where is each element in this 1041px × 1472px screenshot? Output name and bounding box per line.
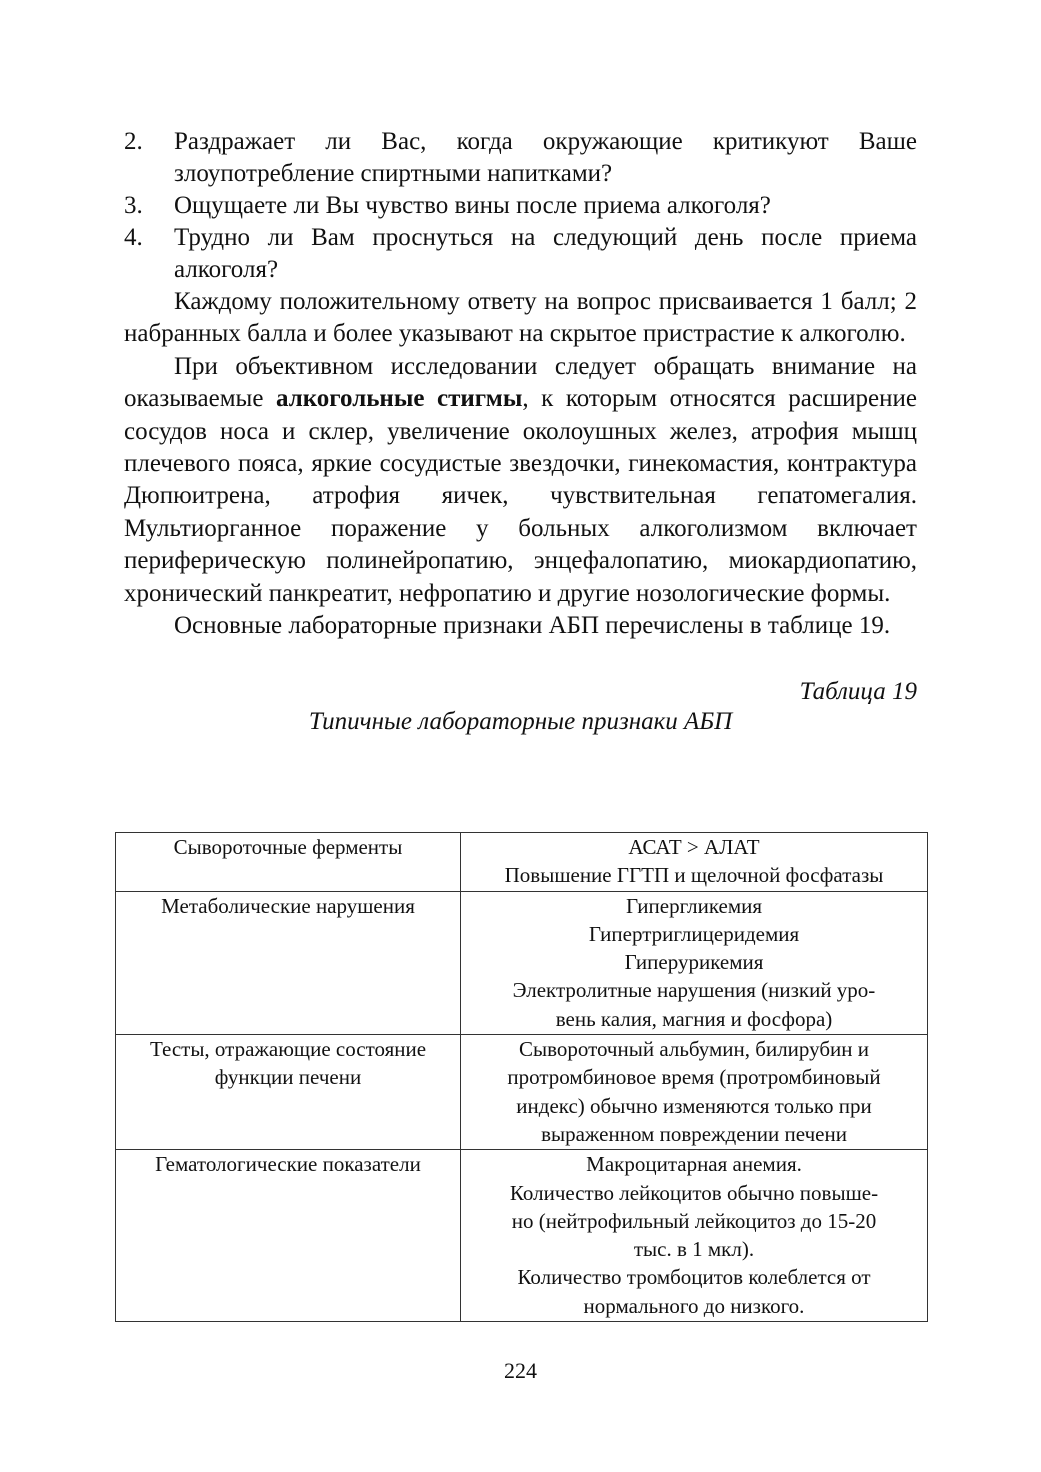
table-cell-category: Сывороточные ферменты xyxy=(116,833,461,892)
lab-signs-table-body xyxy=(116,833,928,1322)
table-cell-line: Электролитные нарушения (низкий уро- xyxy=(512,978,876,1003)
table-row xyxy=(116,833,928,892)
table-cell-findings xyxy=(461,891,928,1034)
list-item xyxy=(124,222,917,286)
question-list xyxy=(124,126,917,286)
table-cell-line: Гипертриглицеридемия xyxy=(588,921,800,946)
list-item-text: Ощущаете ли Вы чувство вины после приема алкоголя? xyxy=(174,192,771,219)
table-cell-line: Количество лейкоцитов обычно повыше- xyxy=(509,1180,879,1205)
list-item-number: 4. xyxy=(124,224,143,251)
list-item-text: Раздражает ли Вас, когда окружающие критикуют Ваше злоупотребление спиртными напитками? xyxy=(174,128,917,187)
table-cell-line: но (нейтрофильный лейкоцитоз до 15-20 xyxy=(511,1208,877,1233)
paragraph-stigmata-start: При объективном исследовании следует обращать внимание на оказываемые xyxy=(124,352,917,413)
table-cell-line: Гиперурикемия xyxy=(624,950,764,975)
lab-signs-table xyxy=(115,832,928,1322)
table-cell-line: Количество тромбоцитов колеблется от xyxy=(517,1265,871,1290)
table-row xyxy=(116,891,928,1034)
list-item xyxy=(124,190,917,222)
table-cell-line: тыс. в 1 мкл). xyxy=(633,1237,755,1262)
list-item-number: 3. xyxy=(124,192,143,219)
list-item-number: 2. xyxy=(124,128,143,155)
table-cell-category: Гематологические показатели xyxy=(116,1150,461,1322)
paragraph-scoring: Каждому положительному ответу на вопрос присваивается 1 балл; 2 набранных балла и более указывают на скрытое пристрастие к алкоголю. xyxy=(124,288,917,348)
table-number: Таблица 19 xyxy=(799,678,917,706)
page-number: 224 xyxy=(504,1358,537,1383)
table-cell-line: протромбиновое время (протромбиновый xyxy=(507,1065,881,1090)
table-cell-category: Метаболические нарушения xyxy=(116,891,461,1034)
table-cell-line: выраженном повреждении печени xyxy=(541,1121,847,1146)
table-row xyxy=(116,1035,928,1150)
table-cell-findings xyxy=(461,833,928,892)
table-cell-line: Макроцитарная анемия. xyxy=(586,1152,802,1177)
table-cell-line: Сывороточный альбумин, билирубин и xyxy=(518,1037,870,1062)
paragraph-stigmata-end: , к которым относятся расширение сосудов носа и склер, увеличение околоушных желез, атрофия мышц плечевого пояса, яркие сосудистые звездочки, гинекомастия, контрактура Дюпюитрена, атрофия яичек, чувствительная гепатомегалия. Мультиорганное поражение у больных алкоголизмом включает периферическую полинейропатию, энцефалопатию, миокардиопатию, хронический панкреатит, нефропатию и другие нозологические формы. xyxy=(124,385,917,607)
paragraph-table-reference: Основные лабораторные признаки АБП перечислены в таблице 19. xyxy=(174,612,891,640)
paragraph-stigmata xyxy=(124,351,917,610)
table-cell-line: вень калия, магния и фосфора) xyxy=(555,1006,833,1031)
table-cell-line: индекс) обычно изменяются только при xyxy=(516,1093,872,1118)
table-cell-line: Повышение ГГТП и щелочной фосфатазы xyxy=(504,863,884,888)
table-cell-line: АСАТ > АЛАТ xyxy=(628,835,760,859)
paragraph-stigmata-bold: алкогольные стигмы xyxy=(275,385,523,413)
table-title: Типичные лабораторные признаки АБП xyxy=(308,708,733,736)
list-item-text: Трудно ли Вам проснуться на следующий день после приема алкоголя? xyxy=(174,224,917,283)
table-cell-line: Гипергликемия xyxy=(625,893,763,918)
table-row xyxy=(116,1150,928,1322)
page-body xyxy=(124,126,917,735)
table-cell-findings xyxy=(461,1150,928,1322)
list-item xyxy=(124,126,917,190)
table-cell-category: Тесты, отражающие состояние функции печени xyxy=(116,1035,461,1150)
table-cell-line: нормального до низкого. xyxy=(583,1293,805,1318)
table-cell-findings xyxy=(461,1035,928,1150)
